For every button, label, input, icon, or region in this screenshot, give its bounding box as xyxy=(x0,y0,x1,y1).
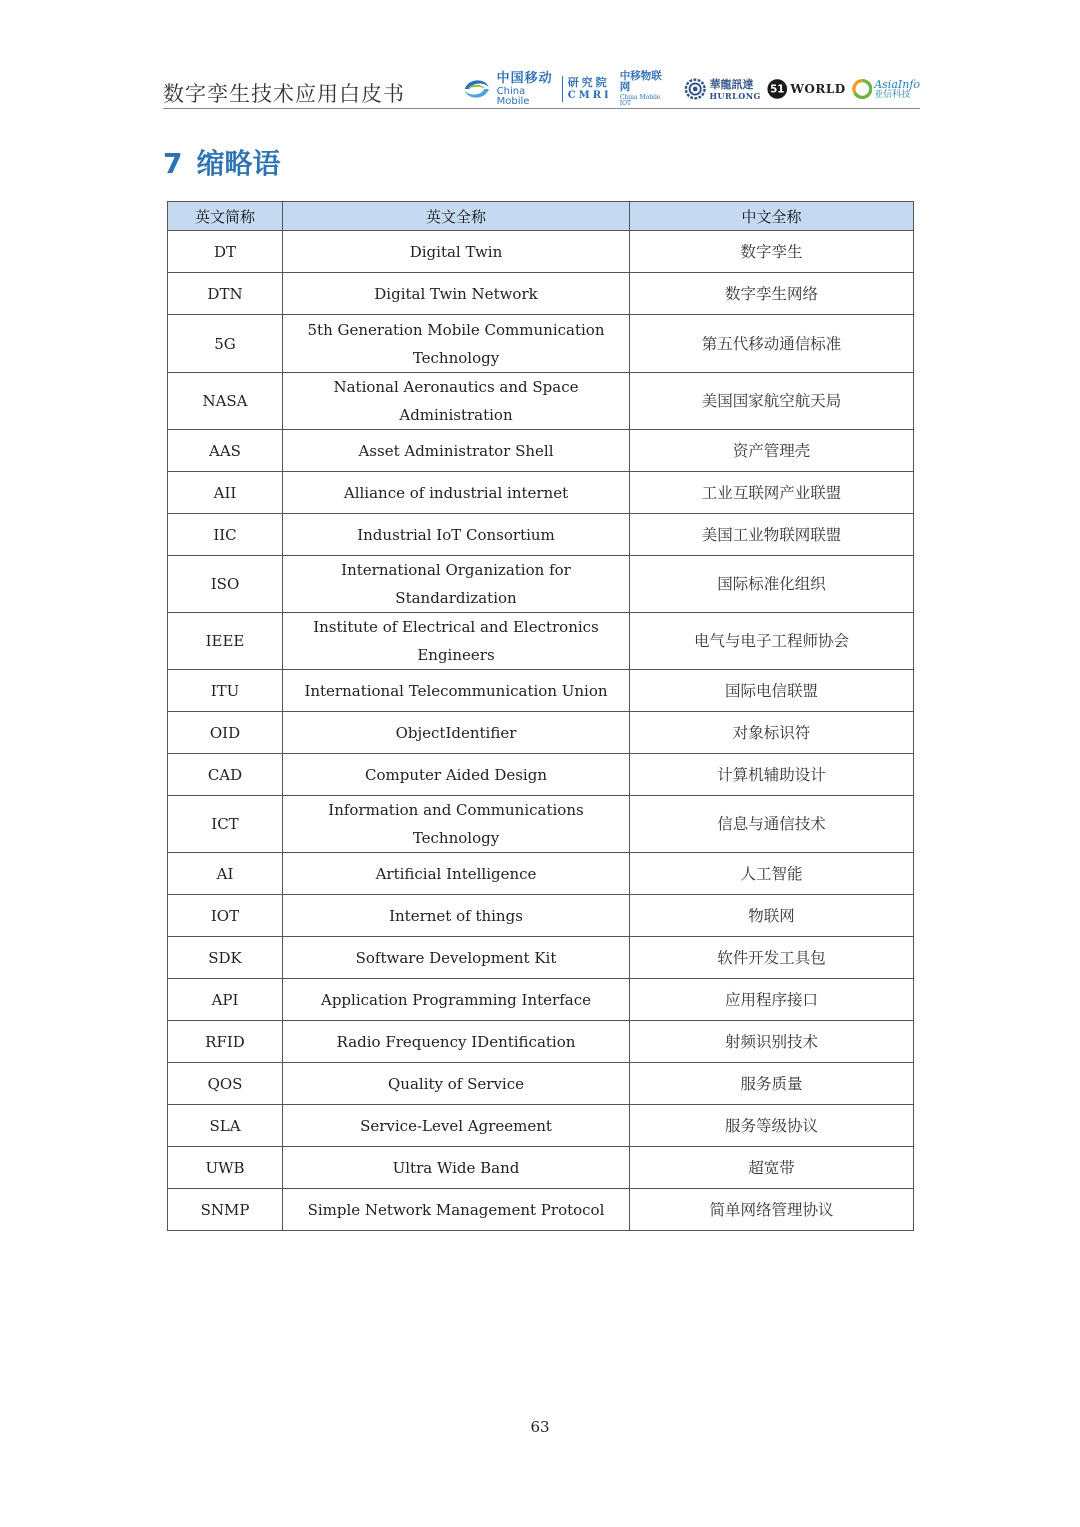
cell-full-zh: 第五代移动通信标准 xyxy=(630,315,914,373)
hurlong-zh: 華龍訊達 xyxy=(709,77,754,91)
table-row xyxy=(168,613,914,670)
table-row xyxy=(168,1021,914,1063)
cell-abbr: ITU xyxy=(168,670,283,712)
cell-full-en: Information and Communications Technology xyxy=(283,796,630,853)
asiainfo-zh: 亚信科技 xyxy=(874,89,911,100)
cell-full-zh: 超宽带 xyxy=(630,1147,914,1189)
header-divider xyxy=(163,108,920,109)
cell-full-zh: 服务质量 xyxy=(630,1063,914,1105)
header-full-zh: 中文全称 xyxy=(630,202,914,231)
table-row xyxy=(168,1063,914,1105)
cell-full-zh: 数字孪生网络 xyxy=(630,273,914,315)
cell-full-en: Industrial IoT Consortium xyxy=(283,514,630,556)
page-header xyxy=(163,70,920,108)
cell-full-en-line2: Technology xyxy=(412,348,500,367)
cell-abbr: ICT xyxy=(168,796,283,853)
table-row xyxy=(168,1105,914,1147)
cell-full-zh: 对象标识符 xyxy=(630,712,914,754)
cell-full-en: Institute of Electrical and Electronics Engineers xyxy=(283,613,630,670)
51world-badge-icon xyxy=(767,78,788,100)
page-number: 63 xyxy=(530,1418,550,1436)
section-title: 缩略语 xyxy=(196,147,281,180)
cell-full-zh: 应用程序接口 xyxy=(630,979,914,1021)
cell-abbr: OID xyxy=(168,712,283,754)
cell-full-zh: 国际标准化组织 xyxy=(630,556,914,613)
cell-full-en: Asset Administrator Shell xyxy=(283,430,630,472)
cell-full-en: Computer Aided Design xyxy=(283,754,630,796)
table-header-row xyxy=(168,202,914,231)
cell-abbr: DT xyxy=(168,231,283,273)
iot-zh: 中移物联网 xyxy=(619,70,662,93)
cell-full-en: International Organization for Standardization xyxy=(283,556,630,613)
cell-full-zh: 服务等级协议 xyxy=(630,1105,914,1147)
table-row xyxy=(168,373,914,430)
china-mobile-en: China Mobile xyxy=(496,85,530,107)
cell-abbr: IOT xyxy=(168,895,283,937)
partner-logos xyxy=(461,72,920,106)
cell-full-en: Application Programming Interface xyxy=(283,979,630,1021)
cell-full-zh: 软件开发工具包 xyxy=(630,937,914,979)
cell-full-en: ObjectIdentifier xyxy=(283,712,630,754)
iot-en: China Mobile IOT xyxy=(619,94,661,107)
cell-full-zh: 国际电信联盟 xyxy=(630,670,914,712)
cell-full-zh: 物联网 xyxy=(630,895,914,937)
cell-full-zh: 信息与通信技术 xyxy=(630,796,914,853)
cmri-en: CMRI xyxy=(567,90,612,101)
cell-full-zh: 简单网络管理协议 xyxy=(630,1189,914,1231)
table-row xyxy=(168,979,914,1021)
cell-full-zh: 工业互联网产业联盟 xyxy=(630,472,914,514)
cell-abbr: UWB xyxy=(168,1147,283,1189)
cell-abbr: NASA xyxy=(168,373,283,430)
table-row xyxy=(168,853,914,895)
cell-full-en: Digital Twin xyxy=(283,231,630,273)
table-row xyxy=(168,430,914,472)
cell-full-en: Quality of Service xyxy=(283,1063,630,1105)
cell-full-zh: 美国工业物联网联盟 xyxy=(630,514,914,556)
cell-full-zh: 计算机辅助设计 xyxy=(630,754,914,796)
cell-full-zh: 资产管理壳 xyxy=(630,430,914,472)
cell-abbr: AI xyxy=(168,853,283,895)
cell-full-en: Radio Frequency IDentification xyxy=(283,1021,630,1063)
cell-full-en-line1: 5th Generation Mobile Communication xyxy=(307,320,605,339)
cell-full-en xyxy=(283,315,630,373)
cell-abbr: DTN xyxy=(168,273,283,315)
cell-full-en: International Telecommunication Union xyxy=(283,670,630,712)
51world-text: WORLD xyxy=(790,82,846,96)
table-row xyxy=(168,273,914,315)
table-row xyxy=(168,937,914,979)
asiainfo-logo xyxy=(874,79,920,100)
table-row xyxy=(168,472,914,514)
cell-full-en: Service-Level Agreement xyxy=(283,1105,630,1147)
hurlong-logo xyxy=(709,79,760,100)
cell-full-zh: 美国国家航空航天局 xyxy=(630,373,914,430)
asiainfo-en: AsiaInfo xyxy=(874,77,921,91)
cmri-zh: 研究院 xyxy=(567,76,610,89)
cell-abbr: AAS xyxy=(168,430,283,472)
51world-number: 51 xyxy=(770,83,785,96)
header-abbr: 英文简称 xyxy=(168,202,283,231)
table-row xyxy=(168,670,914,712)
cell-full-en: Internet of things xyxy=(283,895,630,937)
cell-abbr: API xyxy=(168,979,283,1021)
china-mobile-logo xyxy=(461,72,557,107)
asiainfo-ring-icon xyxy=(852,78,873,100)
table-row xyxy=(168,1189,914,1231)
cell-abbr: 5G xyxy=(168,315,283,373)
china-mobile-iot-logo xyxy=(620,71,670,107)
china-mobile-swirl-icon xyxy=(461,74,493,104)
cell-full-en: National Aeronautics and Space Administration xyxy=(283,373,630,430)
cell-full-en: Alliance of industrial internet xyxy=(283,472,630,514)
cell-full-zh: 射频识别技术 xyxy=(630,1021,914,1063)
table-row xyxy=(168,712,914,754)
cell-abbr: CAD xyxy=(168,754,283,796)
cell-full-zh: 电气与电子工程师协会 xyxy=(630,613,914,670)
section-number: 7 xyxy=(163,147,183,180)
cell-full-en: Software Development Kit xyxy=(283,937,630,979)
cell-abbr: ISO xyxy=(168,556,283,613)
cell-abbr: SLA xyxy=(168,1105,283,1147)
section-heading xyxy=(163,142,281,182)
cell-full-zh: 数字孪生 xyxy=(630,231,914,273)
table-row xyxy=(168,895,914,937)
header-full-en: 英文全称 xyxy=(283,202,630,231)
table-row xyxy=(168,796,914,853)
document-title: 数字孪生技术应用白皮书 xyxy=(163,82,405,106)
cell-full-en: Ultra Wide Band xyxy=(283,1147,630,1189)
table-row xyxy=(168,231,914,273)
cell-full-en: Digital Twin Network xyxy=(283,273,630,315)
logo-divider xyxy=(562,76,563,102)
table-row xyxy=(168,315,914,373)
cell-abbr: RFID xyxy=(168,1021,283,1063)
cell-abbr: AII xyxy=(168,472,283,514)
cell-abbr: SNMP xyxy=(168,1189,283,1231)
hurlong-en: HURLONG xyxy=(709,90,761,101)
table-row xyxy=(168,1147,914,1189)
cell-abbr: QOS xyxy=(168,1063,283,1105)
cell-abbr: IIC xyxy=(168,514,283,556)
table-row xyxy=(168,556,914,613)
hurlong-gear-icon xyxy=(684,77,706,101)
table-row xyxy=(168,514,914,556)
cell-full-zh: 人工智能 xyxy=(630,853,914,895)
cell-abbr: IEEE xyxy=(168,613,283,670)
cmri-logo xyxy=(568,77,612,101)
cell-full-en: Artificial Intelligence xyxy=(283,853,630,895)
cell-abbr: SDK xyxy=(168,937,283,979)
table-row xyxy=(168,754,914,796)
abbreviation-table xyxy=(167,201,914,1231)
cell-full-en: Simple Network Management Protocol xyxy=(283,1189,630,1231)
china-mobile-zh: 中国移动 xyxy=(496,70,553,86)
